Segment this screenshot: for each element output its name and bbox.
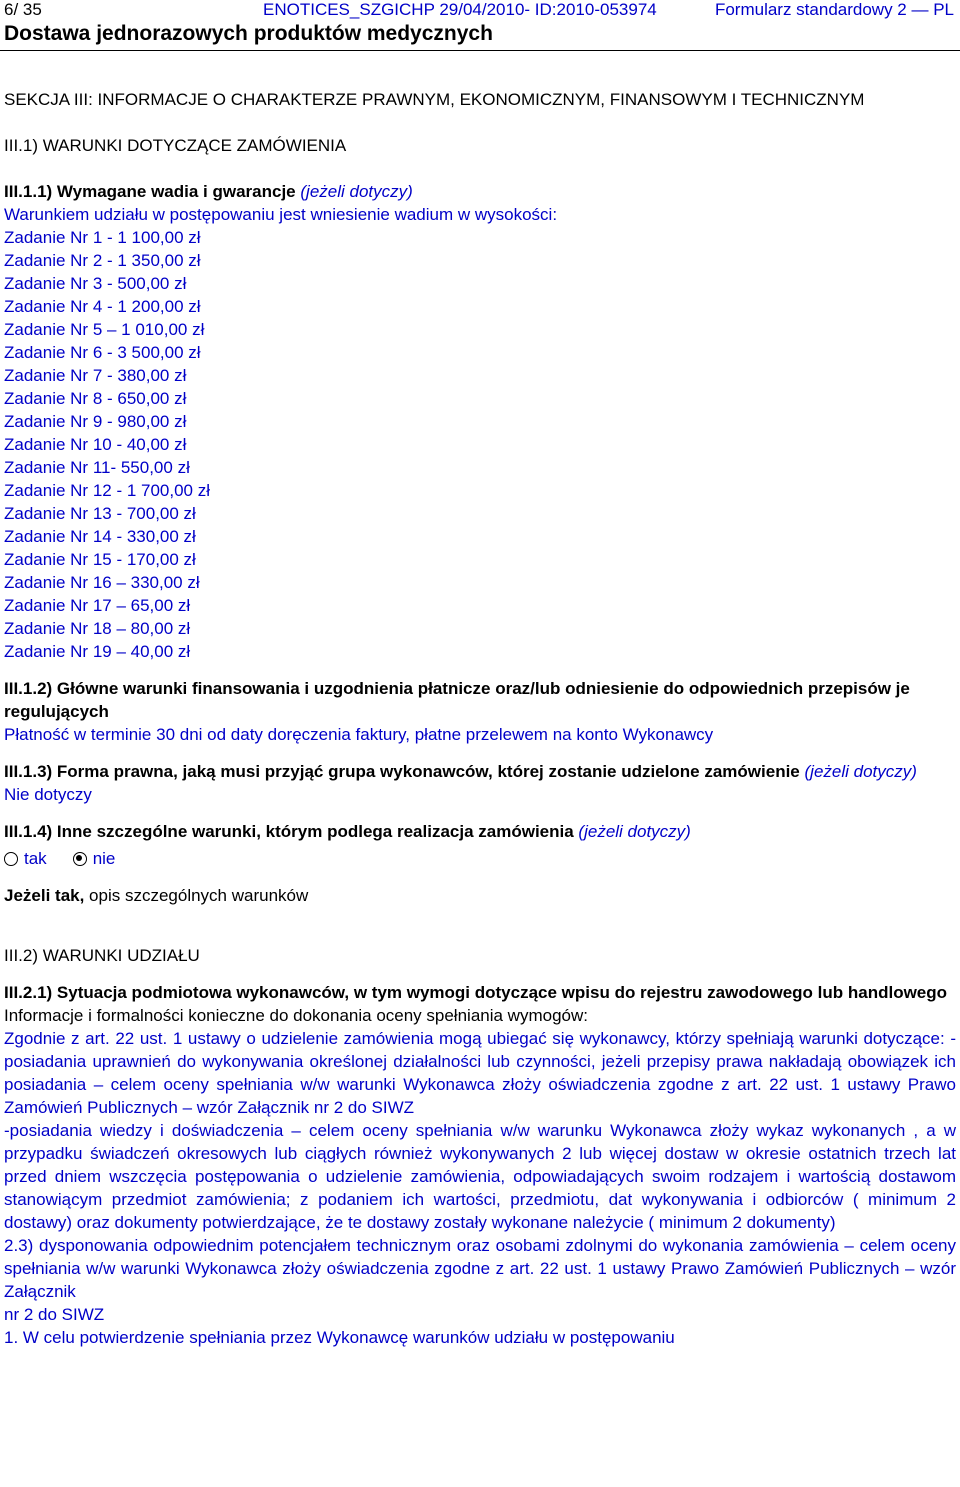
contractor-status-p3: 2.3) dysponowania odpowiednim potencjałem technicznym oraz osobami zdolnymi do wykonania zamówienia – celem oceny spełniania w/w warunki Wykonawca złoży oświadczenia zgodne z art. 22 ust. 1 ustawy Prawo Zamówień Publicznych – wzór Załącznik [4, 1236, 956, 1301]
bid-bond-item: Zadanie Nr 16 – 330,00 zł [4, 573, 200, 592]
bid-bond-item: Zadanie Nr 5 – 1 010,00 zł [4, 320, 205, 339]
notice-id: ENOTICES_SZGICHP 29/04/2010- ID:2010-053974 [263, 0, 657, 19]
if-yes-line [4, 884, 956, 907]
bid-bond-section [4, 180, 956, 663]
contractor-status-p1: Zgodnie z art. 22 ust. 1 ustawy o udzielenie zamówienia mogą ubiegać się wykonawcy, którzy spełniają warunki dotyczące: -posiadania uprawnień do wykonywania określonej działalności lub czynności, jeżeli przepisy prawa nakładają obowiązek ich posiadania – celem oceny spełniania w/w warunki Wykonawca złoży oświadczenia zgodne z art. 22 ust. 1 ustawy Prawo Zamówień Publicznych – wzór Załącznik nr 2 do SIWZ [4, 1029, 956, 1117]
radio-no[interactable] [73, 852, 87, 866]
bid-bond-item: Zadanie Nr 6 - 3 500,00 zł [4, 343, 201, 362]
bid-bond-item: Zadanie Nr 19 – 40,00 zł [4, 642, 191, 661]
radio-yes-label: tak [24, 849, 47, 868]
special-conditions-section [4, 820, 956, 907]
content [4, 88, 956, 1349]
bid-bond-list [4, 226, 956, 663]
bid-bond-item: Zadanie Nr 13 - 700,00 zł [4, 504, 196, 523]
legal-form-note: (jeżeli dotyczy) [804, 762, 917, 781]
bid-bond-item: Zadanie Nr 7 - 380,00 zł [4, 366, 187, 385]
page-number: 6/ 35 [4, 0, 42, 19]
contractor-status-p4: nr 2 do SIWZ [4, 1305, 105, 1324]
bid-bond-note: (jeżeli dotyczy) [300, 182, 413, 201]
legal-form-label: III.1.3) Forma prawna, jaką musi przyjąć grupa wykonawców, której zostanie udzielone zamówienie [4, 762, 800, 781]
financing-section [4, 677, 956, 746]
bid-bond-item: Zadanie Nr 8 - 650,00 zł [4, 389, 187, 408]
subsection-heading: III.1) WARUNKI DOTYCZĄCE ZAMÓWIENIA [4, 136, 347, 155]
bid-bond-item: Zadanie Nr 11- 550,00 zł [4, 458, 190, 477]
document-title: Dostawa jednorazowych produktów medycznych [4, 22, 493, 45]
bid-bond-item: Zadanie Nr 1 - 1 100,00 zł [4, 228, 201, 247]
bid-bond-item: Zadanie Nr 18 – 80,00 zł [4, 619, 191, 638]
financing-label: III.1.2) Główne warunki finansowania i uzgodnienia płatnicze oraz/lub odniesienie do odpowiednich przepisów je regulujących [4, 679, 910, 721]
bid-bond-item: Zadanie Nr 10 - 40,00 zł [4, 435, 187, 454]
bid-bond-item: Zadanie Nr 17 – 65,00 zł [4, 596, 191, 615]
contractor-status-intro: Informacje i formalności konieczne do dokonania oceny spełniania wymogów: [4, 1006, 588, 1025]
contractor-status-section [4, 981, 956, 1349]
special-conditions-options [4, 847, 956, 870]
if-yes-bold: Jeżeli tak, [4, 886, 85, 905]
bid-bond-item: Zadanie Nr 2 - 1 350,00 zł [4, 251, 201, 270]
form-name: Formularz standardowy 2 — PL [714, 0, 954, 19]
bid-bond-intro: Warunkiem udziału w postępowaniu jest wniesienie wadium w wysokości: [4, 205, 558, 224]
legal-form-section [4, 760, 956, 806]
bid-bond-item: Zadanie Nr 12 - 1 700,00 zł [4, 481, 211, 500]
bid-bond-item: Zadanie Nr 3 - 500,00 zł [4, 274, 187, 293]
financing-text: Płatność w terminie 30 dni od daty doręczenia faktury, płatne przelewem na konto Wykonawcy [4, 725, 714, 744]
header-divider [0, 50, 960, 51]
contractor-status-p5: 1. W celu potwierdzenie spełniania przez Wykonawcę warunków udziału w postępowaniu [4, 1328, 675, 1347]
bid-bond-item: Zadanie Nr 14 - 330,00 zł [4, 527, 196, 546]
radio-yes[interactable] [4, 852, 18, 866]
legal-form-text: Nie dotyczy [4, 785, 92, 804]
bid-bond-item: Zadanie Nr 15 - 170,00 zł [4, 550, 196, 569]
bid-bond-item: Zadanie Nr 9 - 980,00 zł [4, 412, 187, 431]
radio-no-label: nie [92, 849, 116, 868]
contractor-status-p2: -posiadania wiedzy i doświadczenia – celem oceny spełniania w/w warunku Wykonawca złoży wykaz wykonanych , a w przypadku świadczeń okresowych lub ciągłych również wykonywanych 2 lub więcej dostaw w okresie ostatnich trzech lat przed dniem wszczęcia postępowania o udzielenie zamówienia, odpowiadających swoim rodzajem i wartością dostawom stanowiącym przedmiot zamówienia; z podaniem ich wartości, przedmiotu, dat wykonywania i odbiorców ( minimum 2 dostawy) oraz dokumenty potwierdzające, że te dostawy zostały wykonane należycie ( minimum 2 dokumenty) [4, 1121, 956, 1232]
special-conditions-label: III.1.4) Inne szczególne warunki, którym podlega realizacja zamówienia [4, 822, 574, 841]
bid-bond-item: Zadanie Nr 4 - 1 200,00 zł [4, 297, 201, 316]
bid-bond-label: III.1.1) Wymagane wadia i gwarancje [4, 182, 296, 201]
special-conditions-note: (jeżeli dotyczy) [578, 822, 691, 841]
if-yes-text: opis szczególnych warunków [84, 886, 309, 905]
page-header [4, 0, 954, 22]
participation-heading: III.2) WARUNKI UDZIAŁU [4, 946, 200, 965]
contractor-status-label: III.2.1) Sytuacja podmiotowa wykonawców, w tym wymogi dotyczące wpisu do rejestru zawodowego lub handlowego [4, 983, 948, 1002]
section-heading: SEKCJA III: INFORMACJE O CHARAKTERZE PRAWNYM, EKONOMICZNYM, FINANSOWYM I TECHNICZNYM [4, 90, 865, 109]
